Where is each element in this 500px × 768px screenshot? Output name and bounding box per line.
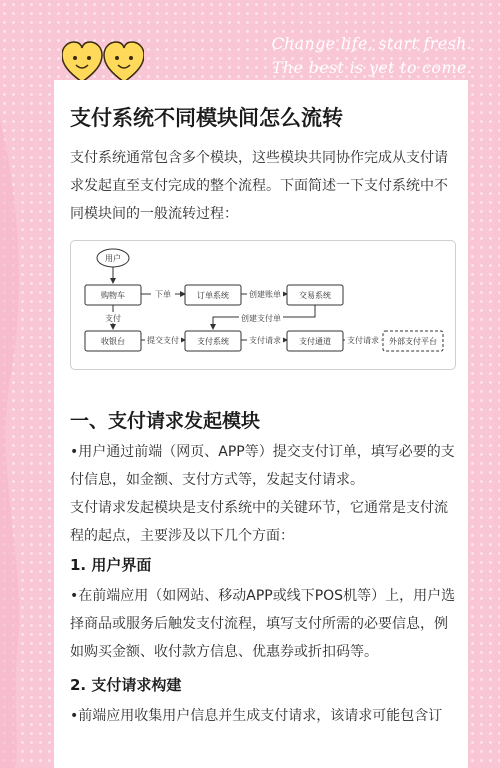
node-trade-system: 交易系统 bbox=[299, 291, 331, 300]
edge-label-place-order: 下单 bbox=[155, 290, 171, 299]
edge-label-pay-request: 支付请求 bbox=[249, 336, 281, 345]
edge-label-pay: 支付 bbox=[105, 314, 121, 323]
node-payment-channel: 支付通道 bbox=[299, 337, 331, 346]
node-cart: 购物车 bbox=[101, 291, 125, 300]
article-title: 支付系统不同模块间怎么流转 bbox=[70, 106, 343, 130]
edge-label-create-payment: 创建支付单 bbox=[241, 314, 281, 323]
edge-label-create-bill: 创建账单 bbox=[249, 290, 281, 299]
edge-label-pay-request-2: 支付请求 bbox=[347, 336, 379, 345]
node-order-system: 订单系统 bbox=[197, 291, 229, 300]
article-card bbox=[54, 80, 468, 768]
decorative-slogan bbox=[272, 32, 472, 80]
subsection-1-heading: 1. 用户界面 bbox=[70, 556, 152, 574]
section-1-heading: 一、支付请求发起模块 bbox=[70, 410, 261, 432]
subsection-2-heading: 2. 支付请求构建 bbox=[70, 676, 182, 694]
section-1-paragraph-1: •用户通过前端（网页、APP等）提交支付订单，填写必要的支付信息，如金额、支付方式等，发起支付请求。 bbox=[70, 444, 455, 488]
intro-paragraph: 支付系统通常包含多个模块，这些模块共同协作完成从支付请求发起直至支付完成的整个流程。下面简述一下支付系统中不同模块间的一般流转过程： bbox=[70, 150, 448, 222]
slogan-line-2: The best is yet to come. bbox=[271, 58, 472, 77]
node-payment-system: 支付系统 bbox=[197, 337, 229, 346]
node-external-platform: 外部支付平台 bbox=[389, 337, 437, 346]
flow-diagram bbox=[70, 240, 456, 370]
section-1-paragraph-2: 支付请求发起模块是支付系统中的关键环节，它通常是支付流程的起点，主要涉及以下几个方面： bbox=[70, 500, 448, 544]
edge-label-submit-pay: 提交支付 bbox=[147, 336, 179, 345]
node-user: 用户 bbox=[105, 254, 121, 263]
subsection-1-paragraph: •在前端应用（如网站、移动APP或线下POS机等）上，用户选择商品或服务后触发支付流程，填写支付所需的必要信息，例如购买金额、收付款方信息、优惠券或折扣码等。 bbox=[70, 588, 456, 660]
node-cashier: 收银台 bbox=[101, 337, 125, 346]
slogan-line-1: Change life, start fresh. bbox=[271, 34, 472, 53]
subsection-2-paragraph: •前端应用收集用户信息并生成支付请求，该请求可能包含订 bbox=[70, 708, 443, 724]
